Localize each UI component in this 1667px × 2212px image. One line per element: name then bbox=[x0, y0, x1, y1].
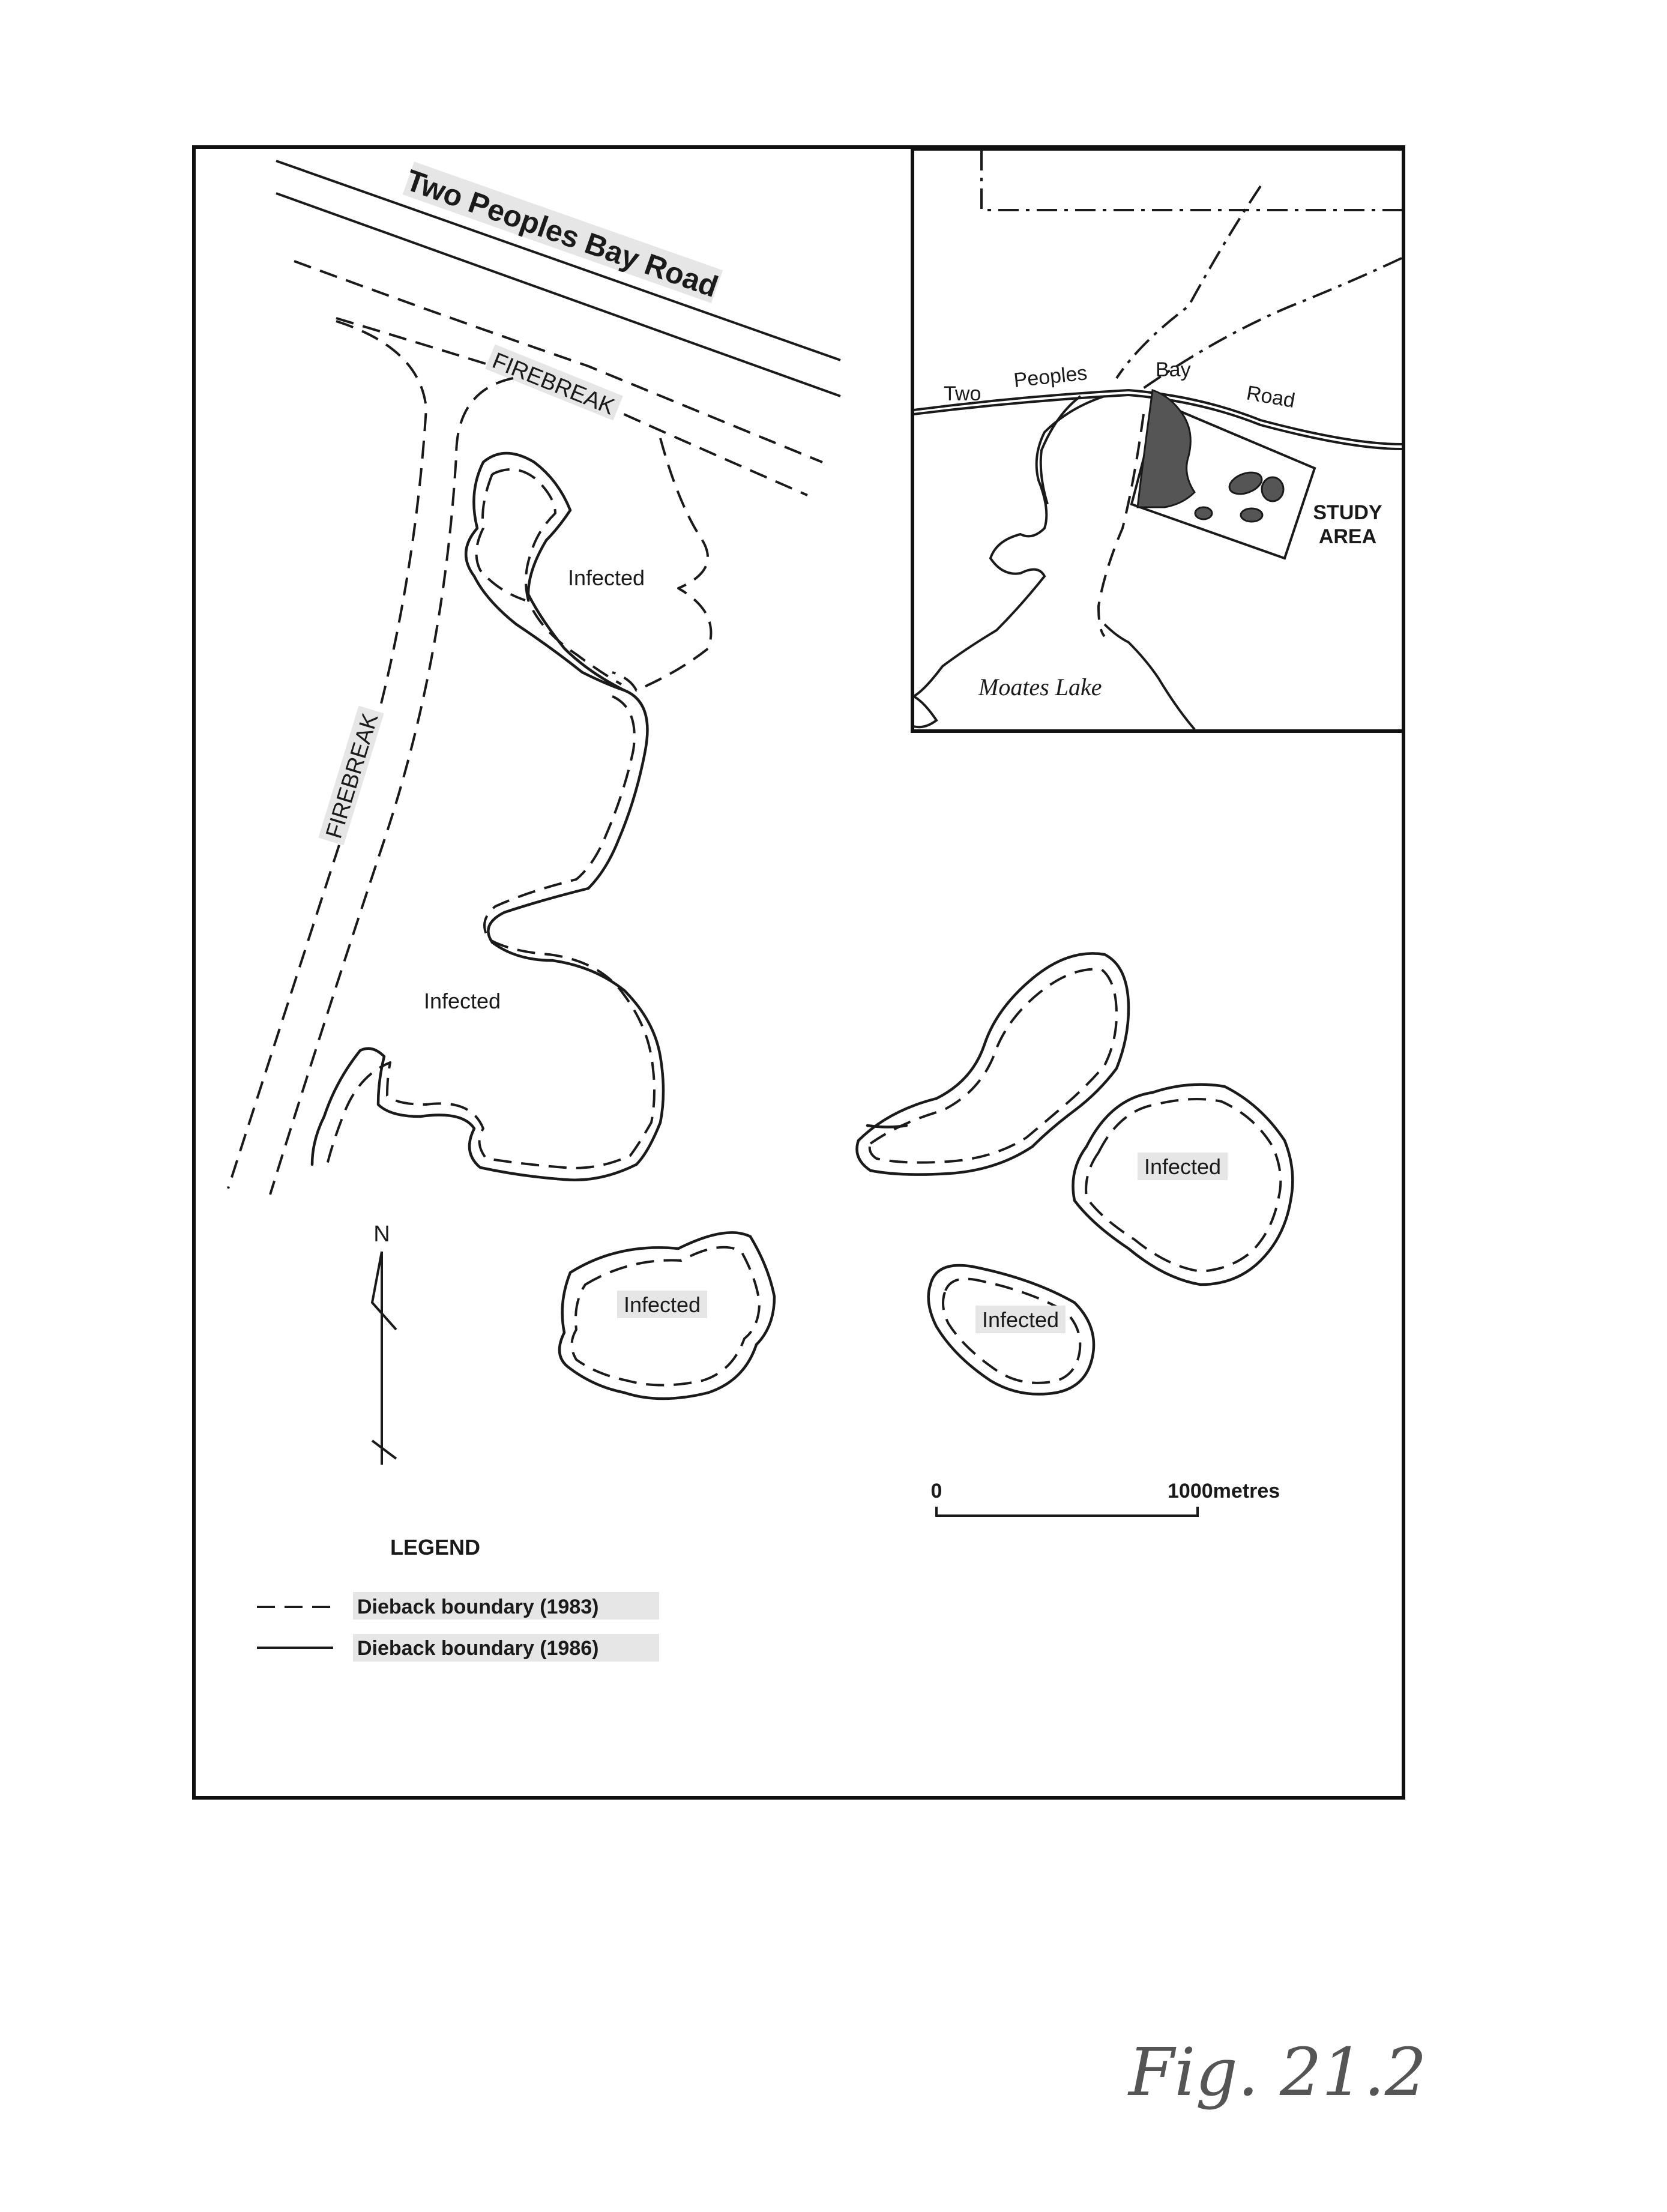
infected-label-4: Infected bbox=[1144, 1154, 1222, 1179]
inset-road-word-peoples: Peoples bbox=[1012, 361, 1089, 392]
scale-bar-start-label: 0 bbox=[930, 1480, 942, 1502]
legend bbox=[257, 1535, 659, 1662]
firebreak-north bbox=[294, 261, 822, 495]
north-arrow bbox=[372, 1222, 396, 1465]
legend-item-1986: Dieback boundary (1986) bbox=[357, 1637, 599, 1660]
two-peoples-bay-road bbox=[276, 161, 840, 396]
inset-road-word-two: Two bbox=[944, 382, 981, 405]
road-name-label: Two Peoples Bay Road bbox=[402, 163, 723, 304]
firebreak-west bbox=[228, 321, 513, 1195]
infected-label-3: Infected bbox=[623, 1292, 701, 1317]
inset-map bbox=[912, 149, 1403, 731]
infected-area-3 bbox=[559, 1232, 774, 1399]
study-shaded-area-3 bbox=[1262, 477, 1283, 501]
study-area-label-2: AREA bbox=[1318, 525, 1377, 548]
scale-bar bbox=[931, 1480, 1280, 1516]
infected-area-5 bbox=[1073, 1085, 1293, 1285]
legend-item-1983: Dieback boundary (1983) bbox=[357, 1596, 599, 1618]
firebreak-north-label: FIREBREAK bbox=[489, 348, 618, 420]
study-area-label-1: STUDY bbox=[1313, 501, 1382, 524]
north-arrow-label: N bbox=[373, 1222, 390, 1247]
inset-road-word-road: Road bbox=[1244, 381, 1297, 412]
infected-label-1: Infected bbox=[567, 565, 645, 590]
inset-lake-label: Moates Lake bbox=[978, 674, 1102, 701]
study-shaded-area-5 bbox=[1241, 508, 1262, 522]
scale-bar-end-label: 1000metres bbox=[1168, 1480, 1280, 1502]
infected-label-2: Infected bbox=[423, 989, 501, 1013]
legend-title: LEGEND bbox=[390, 1535, 481, 1560]
study-shaded-area-4 bbox=[1195, 507, 1212, 519]
infected-area-1 bbox=[466, 453, 645, 690]
inset-road-word-bay: Bay bbox=[1156, 358, 1191, 381]
figure-number-note: Fig. 21.2 bbox=[1129, 2034, 1427, 2111]
infected-label-5: Infected bbox=[981, 1307, 1060, 1332]
infected-area-6 bbox=[929, 1265, 1094, 1394]
firebreak-west-label: FIREBREAK bbox=[321, 710, 384, 842]
infected-area-1-boundary-1983 bbox=[612, 438, 711, 690]
